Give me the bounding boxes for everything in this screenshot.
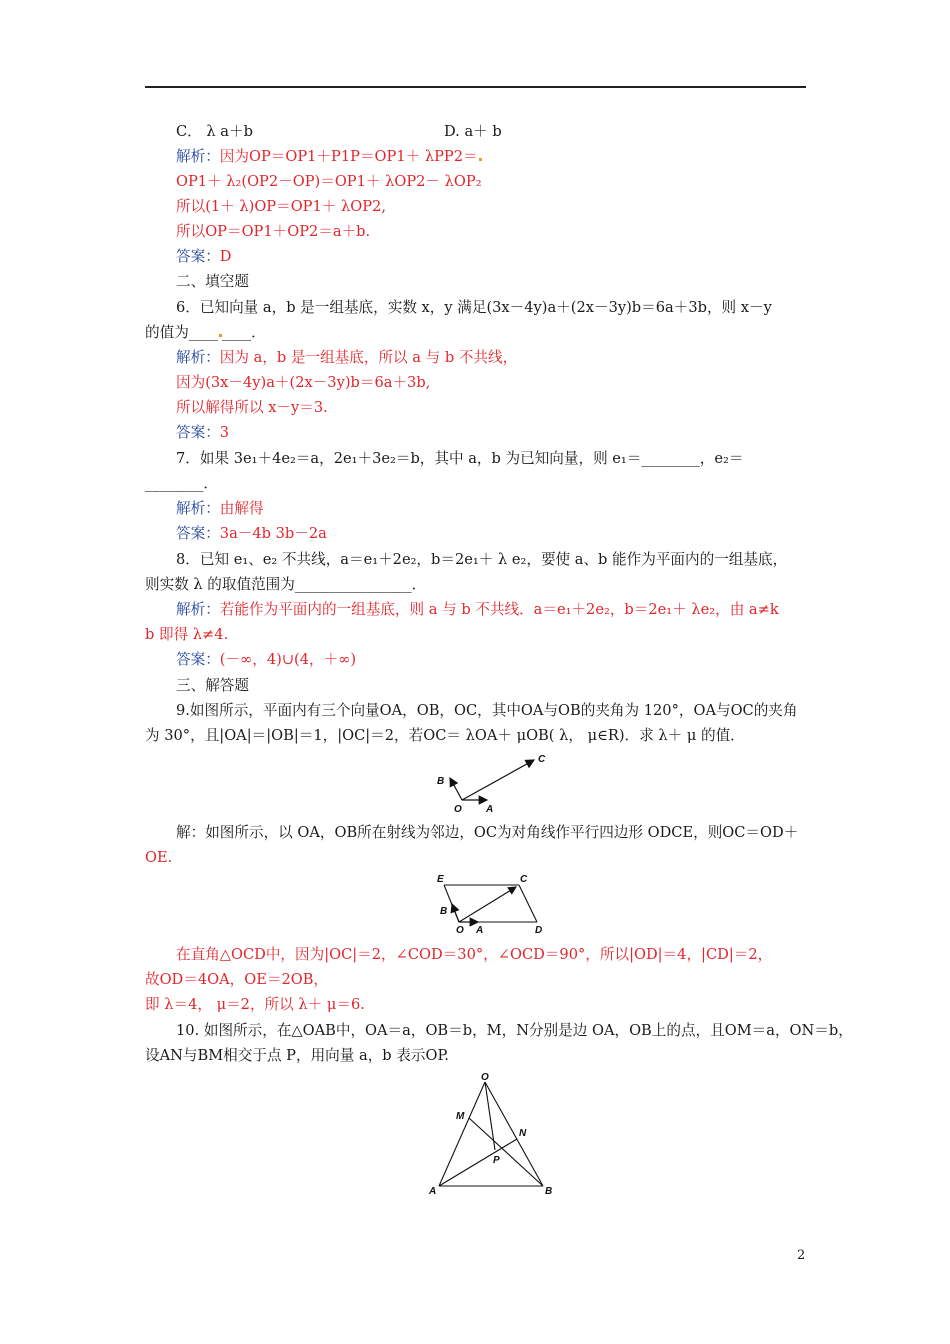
label-o: O	[481, 1072, 489, 1083]
analysis-text: 因为OP＝OP1＋P1P＝OP1＋ λPP2＝	[219, 148, 478, 165]
edge-oa	[439, 1082, 485, 1186]
vector-ob	[450, 778, 462, 800]
question-7-line2: ________．	[145, 475, 218, 492]
label-e: E	[437, 874, 444, 885]
label-o: O	[454, 804, 462, 815]
edge-ob	[485, 1082, 543, 1186]
answer-label: 答案：	[176, 424, 220, 441]
figure-triangle-oab	[425, 1068, 565, 1204]
segment-an	[439, 1139, 517, 1186]
analysis-5-line4: 所以OP＝OP1＋OP2＝a＋b.	[176, 223, 371, 240]
label-b: B	[545, 1186, 553, 1197]
answer-value: D	[219, 248, 232, 265]
answer-8	[176, 649, 841, 671]
answer-label: 答案：	[176, 651, 220, 668]
label-n: N	[519, 1128, 527, 1139]
analysis-5-line2: OP1＋ λ₂(OP2－OP)＝OP1＋ λOP2－ λOP₂	[176, 173, 482, 190]
label-a: A	[429, 1186, 437, 1197]
answer-label: 答案：	[176, 525, 220, 542]
question-8-line2: 则实数 λ 的取值范围为________________．	[145, 576, 427, 593]
vector-oc	[459, 887, 516, 922]
label-m: M	[456, 1111, 465, 1122]
question-10-line1: 10. 如图所示，在△OAB中，OA＝a，OB＝b，M，N分别是边 OA，OB上的点，且OM＝a，ON＝b，	[176, 1022, 853, 1039]
analysis-8-line2: b 即得 λ≠4.	[145, 626, 229, 643]
answer-value: 3a－4b 3b－2a	[219, 525, 327, 542]
label-d: D	[535, 925, 543, 936]
option-c: C． λ a＋b	[176, 123, 253, 140]
label-p: P	[493, 1155, 500, 1166]
question-9-line2: 为 30°，且|OA|＝|OB|＝1，|OC|＝2，若OC＝ λOA＋ μOB( λ， μ∈R)．求 λ＋ μ 的值．	[145, 727, 745, 744]
segment-op	[485, 1082, 495, 1150]
label-c: C	[520, 874, 528, 885]
answer-7	[176, 523, 841, 545]
option-d: D. a＋ b	[444, 123, 502, 140]
analysis-label: 解析：	[176, 601, 220, 618]
label-a: A	[476, 925, 484, 936]
section-solve: 三、解答题	[176, 677, 249, 694]
label-c: C	[538, 754, 546, 765]
solution-9-line5: 即 λ＝4， μ＝2，所以 λ＋ μ＝6.	[145, 996, 365, 1013]
question-7-line1: 7．如果 3e₁＋4e₂＝a，2e₁＋3e₂＝b，其中 a，b 为已知向量，则 e₁＝________，e₂＝	[176, 450, 744, 467]
analysis-label: 解析：	[176, 500, 220, 517]
solution-9-line2: OE.	[145, 849, 173, 866]
question-6-blank-b: ____．	[221, 324, 266, 341]
vector-ob	[452, 904, 459, 922]
analysis-label: 解析：	[176, 148, 220, 165]
analysis-6-line2: 因为(3x－4y)a＋(2x－3y)b＝6a＋3b,	[176, 374, 431, 391]
question-8-line1: 8．已知 e₁、e₂ 不共线，a＝e₁＋2e₂，b＝2e₁＋ λ e₂，要使 a、b 能作为平面内的一组基底，	[176, 551, 788, 568]
vector-oc	[462, 760, 534, 800]
option-c-line	[176, 121, 841, 143]
solution-9-line4: 故OD＝4OA，OE＝2OB，	[145, 971, 329, 988]
section-fill-blank: 二、填空题	[176, 273, 249, 290]
question-6-blank-a: 的值为____	[145, 324, 218, 341]
label-o: O	[456, 925, 464, 936]
page-number: 2	[797, 1248, 806, 1263]
question-6-line2	[145, 322, 810, 344]
answer-6	[176, 422, 841, 444]
analysis-5-line1	[176, 146, 841, 168]
answer-value: 3	[219, 424, 230, 441]
analysis-8-line1	[176, 599, 841, 621]
analysis-text: 因为 a，b 是一组基底，所以 a 与 b 不共线，	[219, 349, 518, 366]
question-10-line2: 设AN与BM相交于点 P，用向量 a，b 表示OP.	[145, 1047, 449, 1064]
analysis-6-line1	[176, 347, 841, 369]
answer-label: 答案：	[176, 248, 220, 265]
solution-9-line3: 在直角△OCD中，因为|OC|＝2，∠COD＝30°，∠OCD＝90°，所以|OD|＝4，|CD|＝2，	[176, 946, 773, 963]
figure-vectors-oabc	[430, 748, 560, 822]
question-9-line1: 9.如图所示，平面内有三个向量OA，OB，OC，其中OA与OB的夹角为 120°，OA与OC的夹角	[176, 702, 798, 719]
figure-parallelogram-odce	[430, 870, 550, 940]
marker-dot	[479, 158, 482, 161]
header-rule	[145, 86, 806, 88]
segment-bm	[469, 1118, 543, 1186]
label-a: A	[486, 804, 494, 815]
analysis-text: 若能作为平面内的一组基底，则 a 与 b 不共线．a＝e₁＋2e₂，b＝2e₁＋ λe₂，由 a≠k	[219, 601, 779, 618]
answer-value: (－∞，4)∪(4，＋∞)	[219, 651, 357, 668]
label-b: B	[440, 906, 448, 917]
analysis-text: 由解得	[219, 500, 264, 517]
analysis-label: 解析：	[176, 349, 220, 366]
edge-cd	[519, 885, 537, 922]
label-b: B	[437, 776, 445, 787]
analysis-7	[176, 498, 841, 520]
analysis-5-line3: 所以(1＋ λ)OP＝OP1＋ λOP2,	[176, 198, 386, 215]
answer-5	[176, 246, 841, 268]
question-6-line1: 6．已知向量 a，b 是一组基底，实数 x，y 满足(3x－4y)a＋(2x－3y)b＝6a＋3b，则 x－y	[176, 299, 772, 316]
analysis-6-line3: 所以解得所以 x－y＝3.	[176, 399, 328, 416]
solution-9-line1: 解：如图所示，以 OA，OB所在射线为邻边，OC为对角线作平行四边形 ODCE，则OC＝OD＋	[176, 824, 799, 841]
